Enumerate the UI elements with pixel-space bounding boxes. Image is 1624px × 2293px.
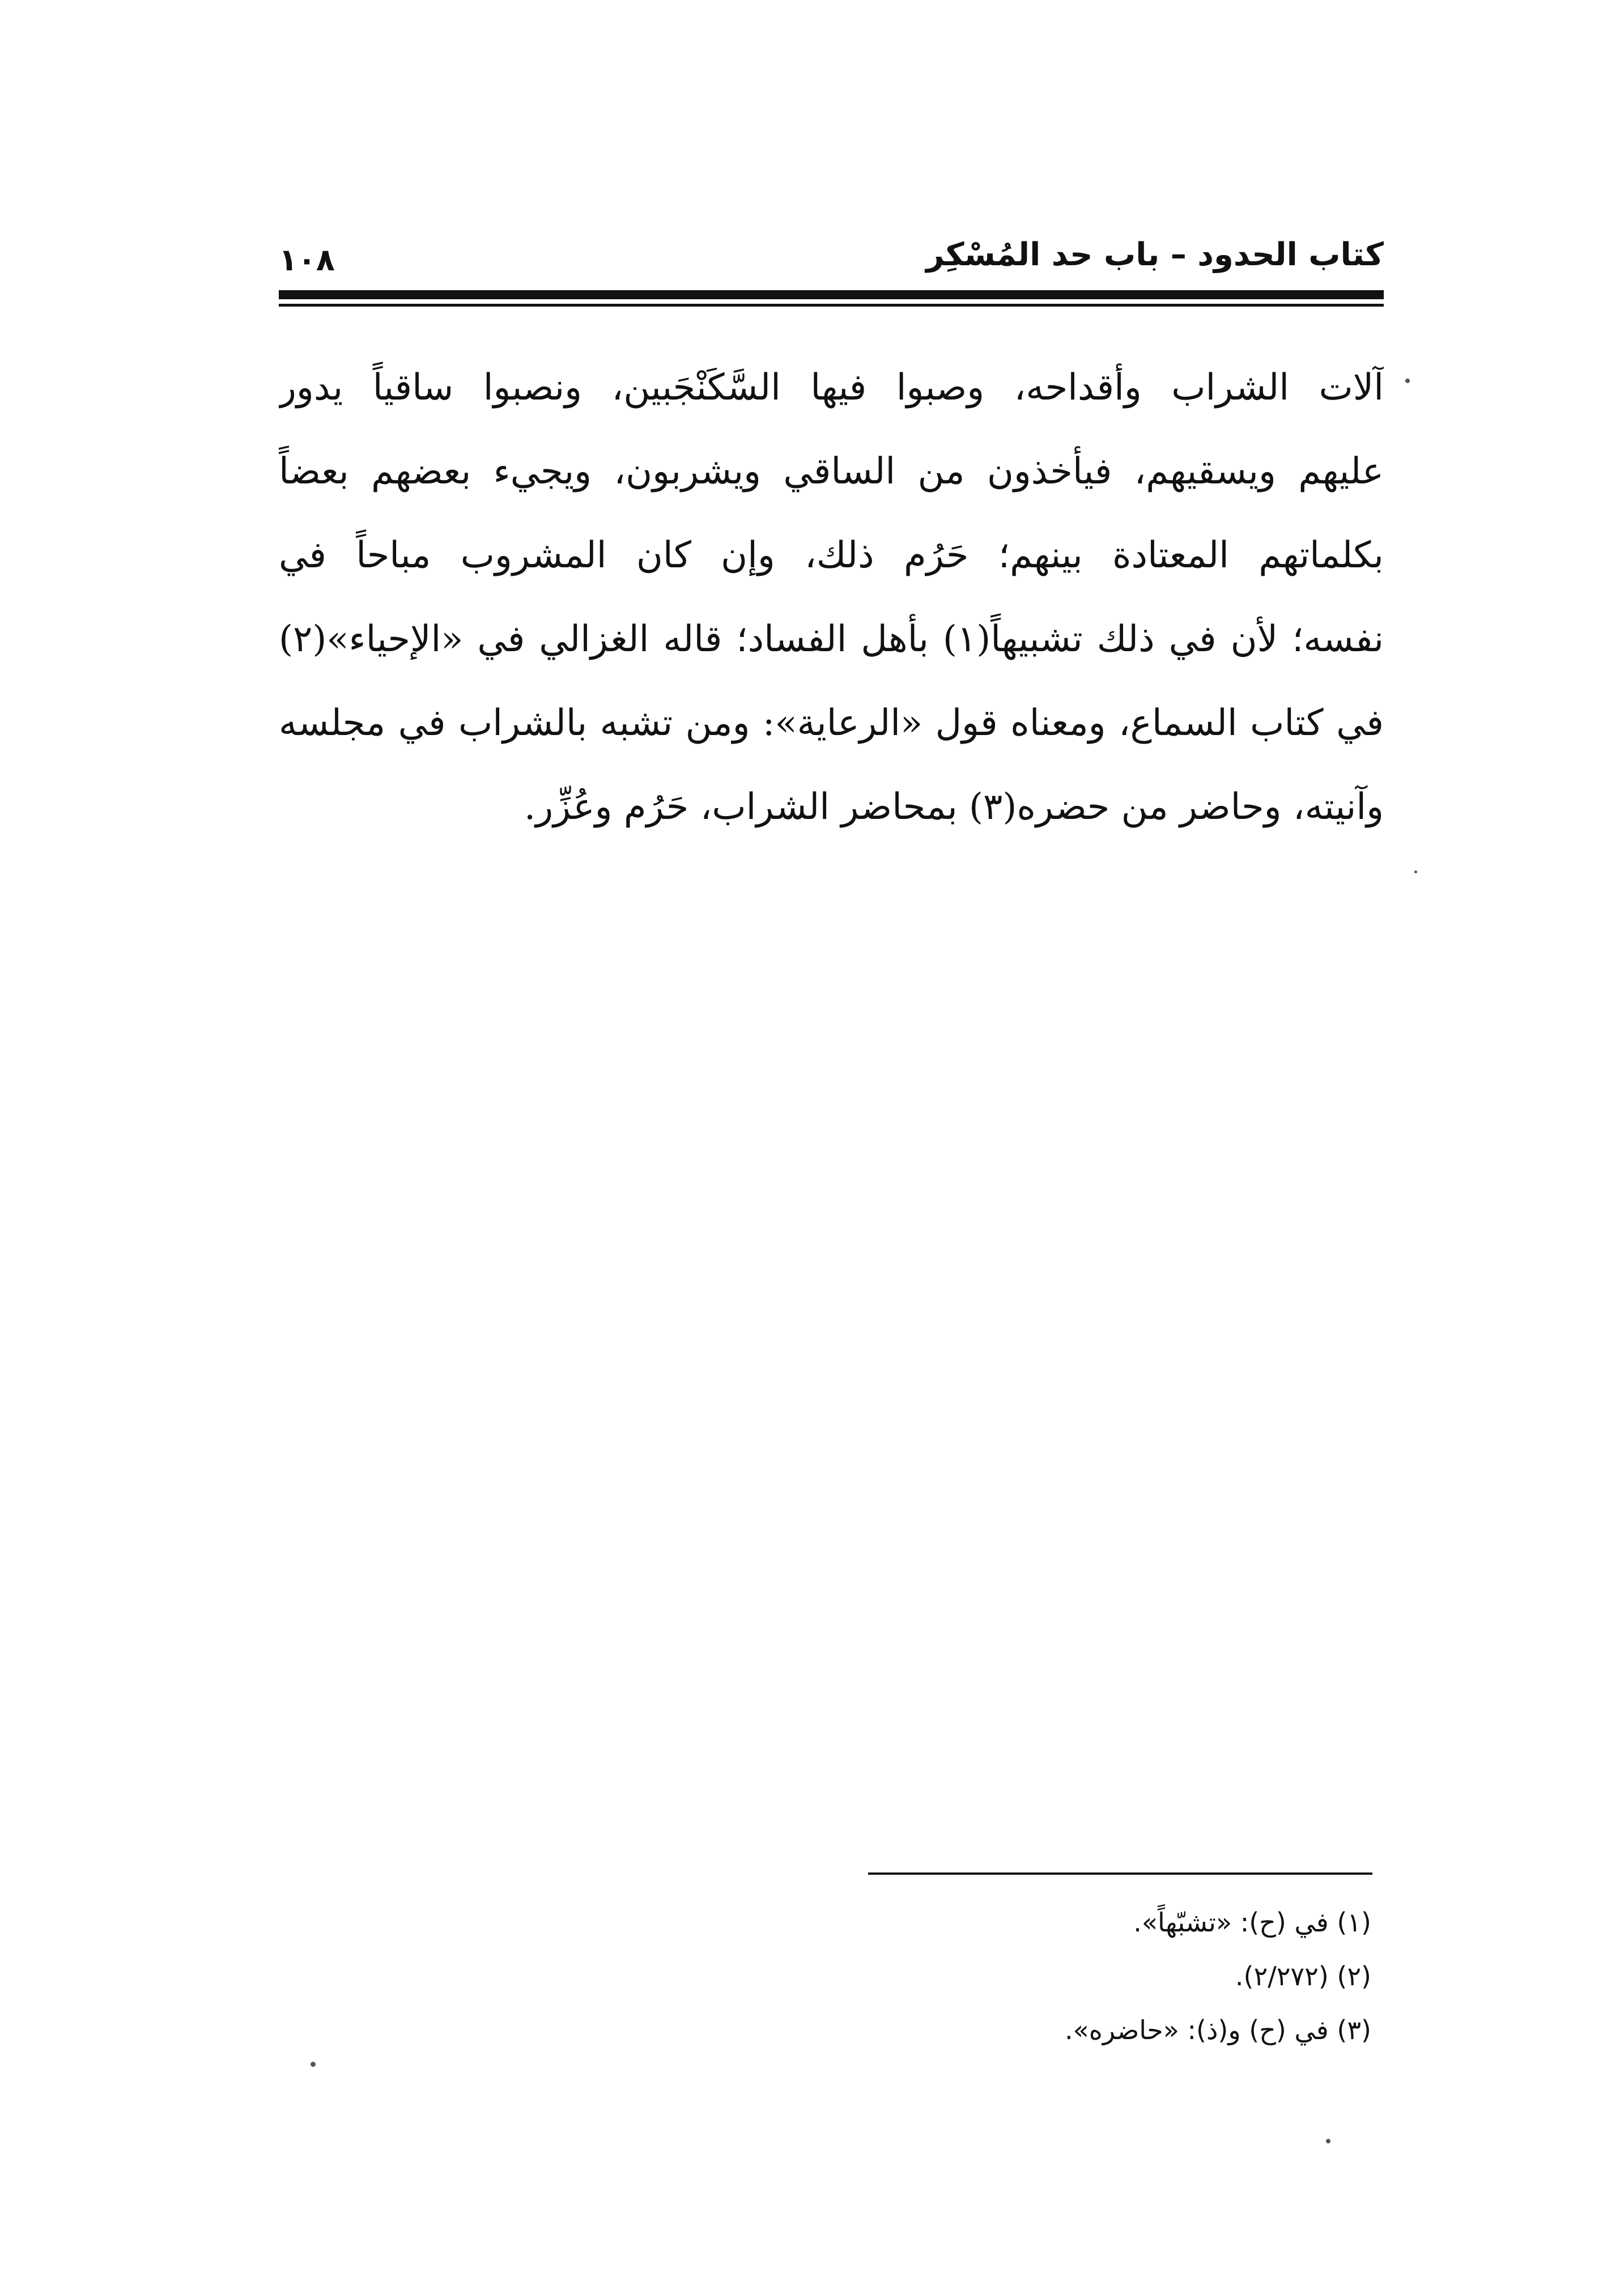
header-rule-thin: [279, 304, 1384, 307]
footnote: (٣) في (ح) و(ذ): «حاضره».: [1064, 2015, 1371, 2045]
body-line: عليهم ويسقيهم، فيأخذون من الساقي ويشربون، ويجيء بعضهم بعضاً: [279, 451, 1384, 492]
body-line: في كتاب السماع، ومعناه قول «الرعاية»: ومن تشبه بالشراب في مجلسه: [279, 702, 1384, 744]
scan-speck: [1414, 871, 1417, 873]
header-rule-thick: [279, 290, 1384, 299]
body-line: آلات الشراب وأقداحه، وصبوا فيها السَّكَنْجَبين، ونصبوا ساقياً يدور: [279, 367, 1384, 409]
footnote: (٢) (٢/٢٧٢).: [1235, 1961, 1371, 1991]
footnote: (١) في (ح): «تشبّهاً».: [1133, 1907, 1371, 1938]
body-line: بكلماتهم المعتادة بينهم؛ حَرُم ذلك، وإن كان المشروب مباحاً في: [279, 534, 1384, 576]
scan-speck: [1405, 379, 1410, 383]
body-line: نفسه؛ لأن في ذلك تشبيهاً(١) بأهل الفساد؛ قاله الغزالي في «الإحياء»(٢): [279, 618, 1384, 660]
footnote-separator: [868, 1872, 1372, 1875]
body-line: وآنيته، وحاضر من حضره(٣) بمحاضر الشراب، حَرُم وعُزِّر.: [524, 786, 1384, 828]
footnotes: [759, 1896, 1371, 2057]
body-paragraph: [279, 346, 1384, 849]
running-header-title: كتاب الحدود – باب حد المُسْكِر: [926, 236, 1384, 273]
running-header: [279, 232, 1384, 278]
scan-speck: [311, 2062, 316, 2067]
page-number: ١٠٨: [279, 242, 335, 278]
scan-speck: [1326, 2139, 1330, 2143]
